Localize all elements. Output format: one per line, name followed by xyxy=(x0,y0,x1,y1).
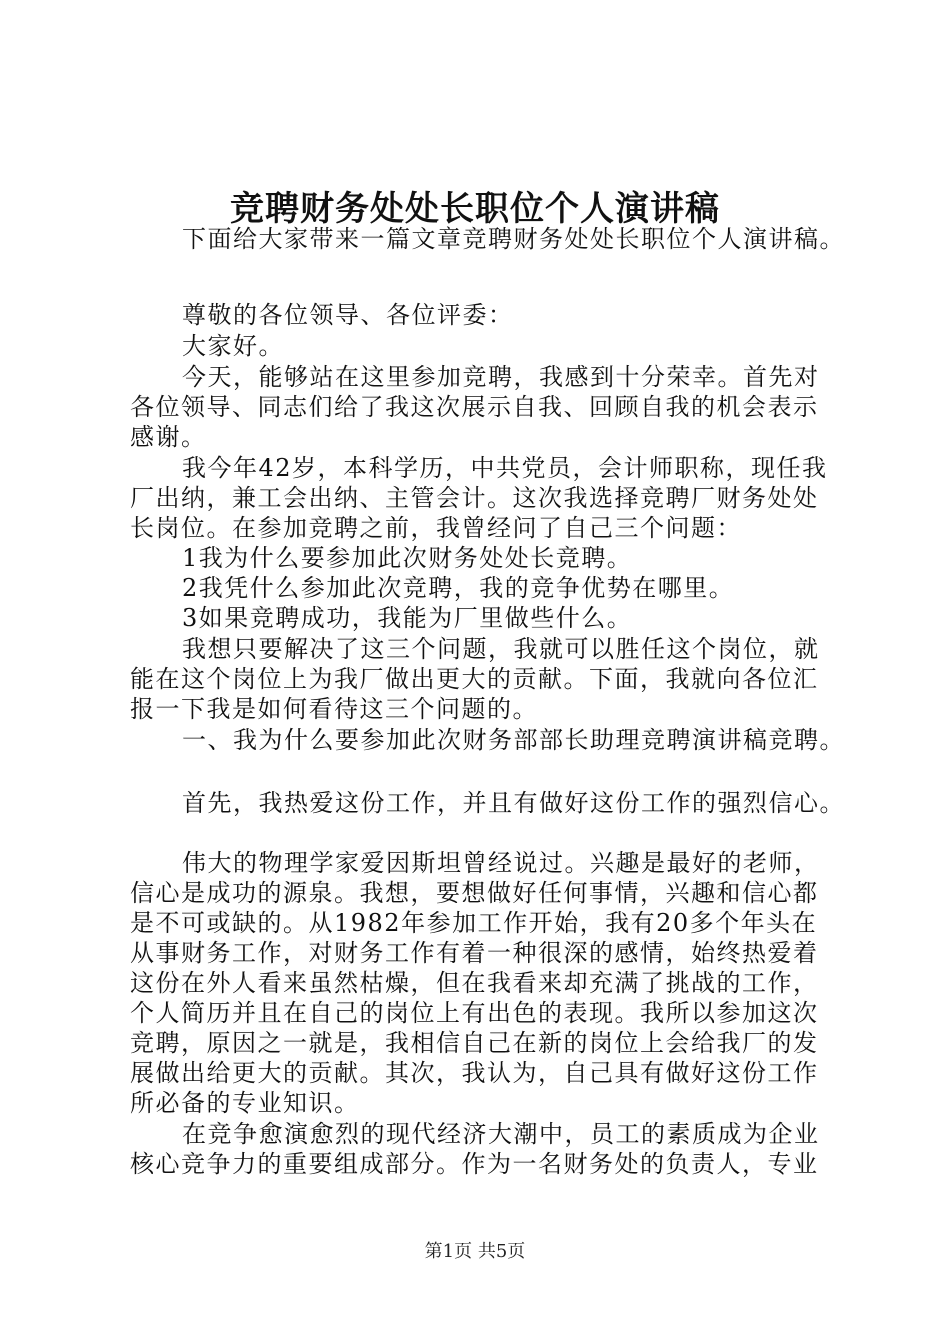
paragraph-line: 伟大的物理学家爱因斯坦曾经说过。兴趣是最好的老师， xyxy=(182,849,820,877)
paragraph-line: 信心是成功的源泉。我想，要想做好任何事情，兴趣和信心都 xyxy=(130,879,819,907)
paragraph-line: 我想只要解决了这三个问题，我就可以胜任这个岗位，就 xyxy=(182,635,820,663)
paragraph-line: 报一下我是如何看待这三个问题的。 xyxy=(130,695,538,723)
paragraph-line: 所必备的专业知识。 xyxy=(130,1089,360,1117)
paragraph-line: 今天，能够站在这里参加竞聘，我感到十分荣幸。首先对 xyxy=(182,363,820,391)
question-item: 1我为什么要参加此次财务处处长竞聘。 xyxy=(182,544,633,572)
paragraph-line: 竞聘，原因之一就是，我相信自己在新的岗位上会给我厂的发 xyxy=(130,1029,819,1057)
paragraph-line: 在竞争愈演愈烈的现代经济大潮中，员工的素质成为企业 xyxy=(182,1120,820,1148)
paragraph-line: 能在这个岗位上为我厂做出更大的贡献。下面，我就向各位汇 xyxy=(130,665,819,693)
question-item: 3如果竞聘成功，我能为厂里做些什么。 xyxy=(182,604,633,632)
paragraph-line: 个人简历并且在自己的岗位上有出色的表现。我所以参加这次 xyxy=(130,999,819,1027)
paragraph-line: 我今年42岁，本科学历，中共党员，会计师职称，现任我 xyxy=(182,454,828,482)
paragraph-line: 从事财务工作，对财务工作有着一种很深的感情，始终热爱着 xyxy=(130,939,819,967)
paragraph-line: 展做出给更大的贡献。其次，我认为，自己具有做好这份工作 xyxy=(130,1059,819,1087)
document-title: 竞聘财务处处长职位个人演讲稿 xyxy=(230,189,720,229)
greeting-line: 大家好。 xyxy=(182,332,284,360)
paragraph-line: 感谢。 xyxy=(130,423,207,451)
page-footer: 第1页 共5页 xyxy=(424,1241,526,1262)
paragraph-line: 是不可或缺的。从1982年参加工作开始，我有20多个年头在 xyxy=(130,909,818,937)
paragraph-line: 这份在外人看来虽然枯燥，但在我看来却充满了挑战的工作， xyxy=(130,969,819,997)
paragraph-line: 长岗位。在参加竞聘之前，我曾经问了自己三个问题： xyxy=(130,514,742,542)
paragraph-line: 各位领导、同志们给了我这次展示自我、回顾自我的机会表示 xyxy=(130,393,819,421)
salutation-line: 尊敬的各位领导、各位评委： xyxy=(182,301,514,329)
paragraph-line: 厂出纳，兼工会出纳、主管会计。这次我选择竞聘厂财务处处 xyxy=(130,484,819,512)
intro-line: 下面给大家带来一篇文章竞聘财务处处长职位个人演讲稿。 xyxy=(182,225,845,253)
question-item: 2我凭什么参加此次竞聘，我的竞争优势在哪里。 xyxy=(182,574,735,602)
paragraph-line: 核心竞争力的重要组成部分。作为一名财务处的负责人，专业 xyxy=(130,1150,819,1178)
section-heading: 一、我为什么要参加此次财务部部长助理竞聘演讲稿竞聘。 xyxy=(182,726,845,754)
paragraph-line: 首先，我热爱这份工作，并且有做好这份工作的强烈信心。 xyxy=(182,789,845,817)
